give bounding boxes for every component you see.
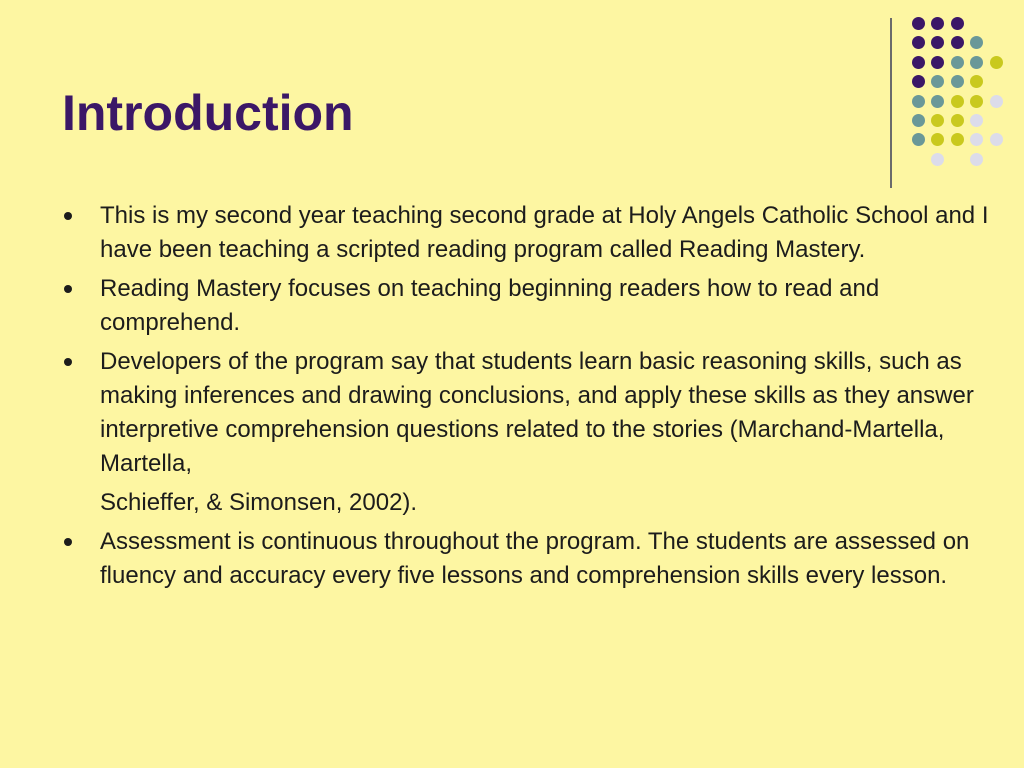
decorative-dot (931, 17, 944, 30)
decorative-dot (912, 133, 925, 146)
title-divider-line (890, 18, 892, 188)
bullet-marker (64, 358, 72, 366)
decorative-dot (931, 133, 944, 146)
bullet-text: Assessment is continuous throughout the program. The students are assessed on fluency and accuracy every five lessons and comprehension skills every lesson. (100, 528, 970, 589)
slide-title: Introduction (62, 85, 354, 141)
decorative-dot (931, 36, 944, 49)
decorative-dot (990, 133, 1003, 146)
bullet-marker (64, 212, 72, 220)
bullet-text: Reading Mastery focuses on teaching beginning readers how to read and comprehend. (100, 275, 880, 336)
bullet-text: Developers of the program say that students learn basic reasoning skills, such as making inferences and drawing conclusions, and apply these skills as they answer interpretive comprehension questions related to the stories (Marchand-Martella, Martella, (100, 348, 974, 477)
decorative-dot (951, 133, 964, 146)
bullet-text: This is my second year teaching second grade at Holy Angels Catholic School and I have been teaching a scripted reading program called Reading Mastery. (100, 202, 989, 263)
decorative-dot (912, 95, 925, 108)
decorative-dot (951, 17, 964, 30)
decorative-dot (912, 36, 925, 49)
decorative-dot (990, 56, 1003, 69)
decorative-dot (970, 36, 983, 49)
decorative-dot (970, 114, 983, 127)
decorative-dot (912, 56, 925, 69)
decorative-dot (970, 153, 983, 166)
decorative-dot (970, 56, 983, 69)
decorative-dot (951, 95, 964, 108)
decorative-dot (912, 75, 925, 88)
decorative-dot (912, 114, 925, 127)
bullet-list (62, 199, 992, 598)
decorative-dot (970, 133, 983, 146)
bullet-marker (64, 538, 72, 546)
decorative-dot (931, 75, 944, 88)
decorative-dot (951, 114, 964, 127)
bullet-item (62, 199, 992, 267)
decorative-dot (931, 95, 944, 108)
bullet-text-continuation: Schieffer, & Simonsen, 2002). (100, 489, 418, 516)
bullet-item (62, 272, 992, 340)
decorative-dot (970, 95, 983, 108)
decorative-dot (912, 17, 925, 30)
decorative-dot (951, 36, 964, 49)
decorative-dot (931, 153, 944, 166)
decorative-dot (931, 114, 944, 127)
bullet-marker (64, 285, 72, 293)
bullet-item (62, 345, 992, 520)
decorative-dot (990, 95, 1003, 108)
decorative-dot (951, 56, 964, 69)
decorative-dot (970, 75, 983, 88)
bullet-item (62, 525, 992, 593)
decorative-dot (951, 75, 964, 88)
decorative-dot (931, 56, 944, 69)
